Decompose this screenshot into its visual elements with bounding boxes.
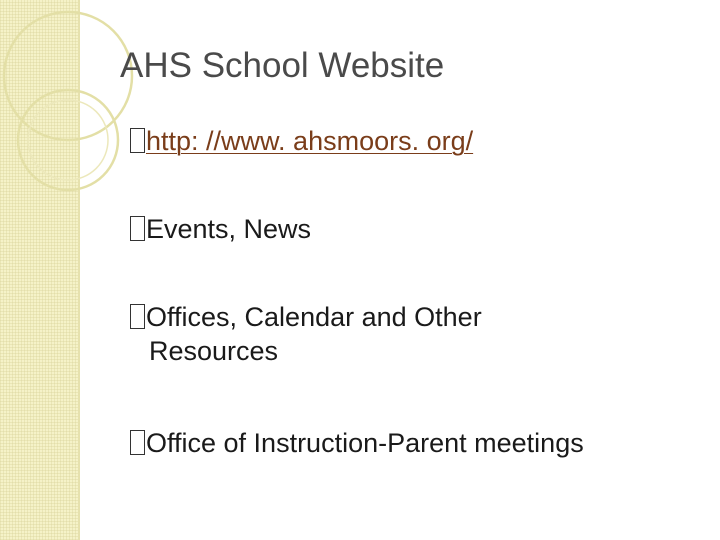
slide-title: AHS School Website bbox=[120, 46, 445, 85]
missing-glyph-box-icon bbox=[130, 430, 145, 455]
bullet-text-events-news: Events, News bbox=[146, 214, 312, 244]
decorative-circle-large bbox=[4, 12, 132, 140]
bullet-text-offices-line1: Offices, Calendar and Other bbox=[146, 302, 482, 332]
bullet-text-office-of-instruction: Office of Instruction-Parent meetings bbox=[146, 428, 584, 458]
missing-glyph-box-icon bbox=[130, 216, 145, 241]
bullet-text-offices-line2: Resources bbox=[149, 336, 279, 366]
bullet-item-website-link bbox=[130, 124, 473, 158]
missing-glyph-box-icon bbox=[130, 304, 145, 329]
decorative-circles bbox=[0, 0, 200, 220]
bullet-item-office-of-instruction bbox=[130, 426, 584, 460]
missing-glyph-box-icon bbox=[130, 128, 145, 153]
bullet-item-events-news bbox=[130, 212, 311, 246]
website-link[interactable]: http: //www. ahsmoors. org/ bbox=[146, 126, 474, 156]
bullet-item-offices-calendar bbox=[130, 300, 482, 368]
